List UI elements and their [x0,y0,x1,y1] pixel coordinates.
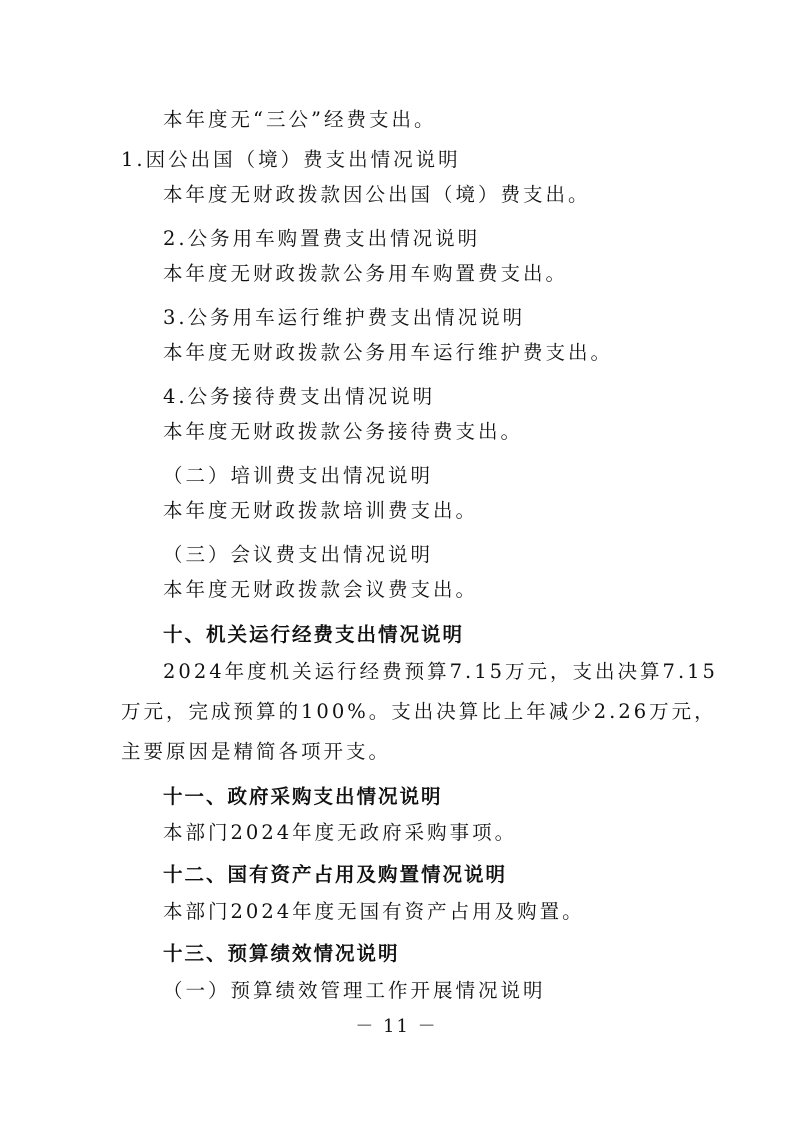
page-number: － 11 － [355,1016,438,1037]
subsection-heading: 4.公务接待费支出情况说明 [163,385,436,408]
body-text: 本年度无财政拨款公务用车购置费支出。 [163,262,569,285]
section-heading: 十、机关运行经费支出情况说明 [163,623,465,646]
subsection-heading: （二）培训费支出情况说明 [163,464,434,487]
body-text: 本年度无“三公”经费支出。 [163,108,437,131]
body-text: 万元，完成预算的100%。支出决算比上年减少2.26万元， [121,700,717,723]
section-heading: 十三、预算绩效情况说明 [163,942,400,965]
subsection-heading: 1.因公出国（境）费支出情况说明 [121,148,461,171]
subsection-heading: 2.公务用车购置费支出情况说明 [163,227,481,250]
body-text: 本年度无财政拨款公务接待费支出。 [163,420,524,443]
body-text: 本年度无财政拨款公务用车运行维护费支出。 [163,341,614,364]
section-heading: 十二、国有资产占用及购置情况说明 [163,863,508,886]
subsection-heading: （一）预算绩效管理工作开展情况说明 [163,979,546,1002]
body-text: 本部门2024年度无政府采购事项。 [163,821,518,844]
body-text: 主要原因是精简各项开支。 [121,740,392,763]
body-text: 本年度无财政拨款培训费支出。 [163,499,479,522]
subsection-heading: 3.公务用车运行维护费支出情况说明 [163,306,526,329]
section-heading: 十一、政府采购支出情况说明 [163,785,443,808]
body-text: 本年度无财政拨款会议费支出。 [163,578,479,601]
body-text: 本年度无财政拨款因公出国（境）费支出。 [163,183,591,206]
subsection-heading: （三）会议费支出情况说明 [163,543,434,566]
body-text: 2024年度机关运行经费预算7.15万元，支出决算7.15 [163,660,718,683]
body-text: 本部门2024年度无国有资产占用及购置。 [163,900,585,923]
